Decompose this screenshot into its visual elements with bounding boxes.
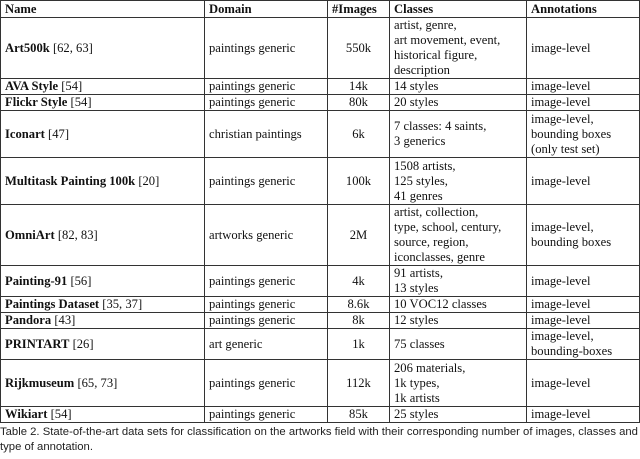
dataset-name: AVA Style — [5, 79, 59, 93]
table-row — [1, 297, 640, 313]
cell-domain: art generic — [205, 329, 328, 360]
cell-classes: 12 styles — [390, 313, 527, 329]
cell-domain: paintings generic — [205, 79, 328, 95]
cell-images: 550k — [328, 18, 390, 79]
cell-images: 80k — [328, 95, 390, 111]
cell-classes: 7 classes: 4 saints, 3 generics — [390, 111, 527, 158]
dataset-reference: [54] — [70, 95, 92, 109]
dataset-name: Wikiart — [5, 407, 48, 421]
table-row — [1, 360, 640, 407]
cell-classes: 91 artists, 13 styles — [390, 266, 527, 297]
cell-annotations: image-level — [527, 407, 640, 423]
cell-annotations: image-level — [527, 297, 640, 313]
cell-annotations: image-level, bounding boxes — [527, 205, 640, 266]
dataset-name: Paintings Dataset — [5, 297, 100, 311]
header-annotations: Annotations — [527, 1, 640, 18]
cell-annotations: image-level, bounding boxes (only test set) — [527, 111, 640, 158]
cell-classes: 10 VOC12 classes — [390, 297, 527, 313]
cell-images: 100k — [328, 158, 390, 205]
cell-name — [1, 111, 205, 158]
cell-name — [1, 18, 205, 79]
header-classes: Classes — [390, 1, 527, 18]
dataset-reference: [35, 37] — [102, 297, 143, 311]
dataset-reference: [43] — [54, 313, 76, 327]
cell-name — [1, 329, 205, 360]
dataset-name: Multitask Painting 100k — [5, 173, 136, 188]
cell-classes: 206 materials, 1k types, 1k artists — [390, 360, 527, 407]
dataset-name: Flickr Style — [5, 95, 68, 109]
cell-name — [1, 297, 205, 313]
table-row — [1, 407, 640, 423]
cell-classes: artist, collection, type, school, century, source, region, iconclasses, genre — [390, 205, 527, 266]
cell-domain: paintings generic — [205, 313, 328, 329]
table-row — [1, 205, 640, 266]
cell-annotations: image-level — [527, 360, 640, 407]
cell-name — [1, 313, 205, 329]
cell-annotations: image-level, bounding-boxes — [527, 329, 640, 360]
header-domain: Domain — [205, 1, 328, 18]
cell-name — [1, 360, 205, 407]
cell-annotations: image-level — [527, 95, 640, 111]
cell-images: 4k — [328, 266, 390, 297]
cell-domain: paintings generic — [205, 266, 328, 297]
table-row — [1, 95, 640, 111]
cell-domain: paintings generic — [205, 360, 328, 407]
table-row — [1, 313, 640, 329]
cell-classes: 1508 artists, 125 styles, 41 genres — [390, 158, 527, 205]
cell-images: 14k — [328, 79, 390, 95]
cell-name — [1, 158, 205, 205]
dataset-name: Pandora — [5, 313, 52, 327]
table-row — [1, 79, 640, 95]
header-images: #Images — [328, 1, 390, 18]
table-row — [1, 111, 640, 158]
table-row — [1, 158, 640, 205]
dataset-name: Art500k — [5, 40, 50, 55]
cell-name — [1, 407, 205, 423]
cell-images: 1k — [328, 329, 390, 360]
cell-domain: artworks generic — [205, 205, 328, 266]
dataset-name: PRINTART — [5, 336, 70, 351]
dataset-reference: [56] — [70, 273, 92, 288]
dataset-reference: [54] — [61, 79, 83, 93]
dataset-reference: [47] — [48, 126, 70, 141]
cell-domain: paintings generic — [205, 158, 328, 205]
cell-annotations: image-level — [527, 79, 640, 95]
cell-classes: 20 styles — [390, 95, 527, 111]
dataset-name: Iconart — [5, 126, 45, 141]
cell-domain: paintings generic — [205, 297, 328, 313]
cell-classes: 75 classes — [390, 329, 527, 360]
cell-domain: paintings generic — [205, 95, 328, 111]
table-caption: Table 2. State-of-the-art data sets for classification on the artworks field with their corresponding number of images, classes and type of annotation. — [0, 426, 638, 453]
dataset-name: OmniArt — [5, 227, 55, 242]
cell-name — [1, 79, 205, 95]
dataset-reference: [54] — [50, 407, 72, 421]
cell-name — [1, 266, 205, 297]
table-row — [1, 266, 640, 297]
table-header-row — [1, 1, 640, 18]
dataset-reference: [65, 73] — [77, 375, 118, 390]
cell-images: 8.6k — [328, 297, 390, 313]
cell-annotations: image-level — [527, 18, 640, 79]
table-row — [1, 329, 640, 360]
cell-domain: paintings generic — [205, 407, 328, 423]
dataset-reference: [20] — [138, 173, 160, 188]
cell-images: 8k — [328, 313, 390, 329]
dataset-name: Rijkmuseum — [5, 375, 75, 390]
header-name: Name — [1, 1, 205, 18]
cell-name — [1, 205, 205, 266]
cell-images: 112k — [328, 360, 390, 407]
cell-name — [1, 95, 205, 111]
dataset-name: Painting-91 — [5, 273, 68, 288]
table-row — [1, 18, 640, 79]
cell-classes: 25 styles — [390, 407, 527, 423]
cell-images: 2M — [328, 205, 390, 266]
dataset-reference: [82, 83] — [57, 227, 98, 242]
dataset-reference: [26] — [72, 336, 94, 351]
cell-annotations: image-level — [527, 158, 640, 205]
cell-annotations: image-level — [527, 266, 640, 297]
cell-annotations: image-level — [527, 313, 640, 329]
cell-classes: 14 styles — [390, 79, 527, 95]
cell-images: 85k — [328, 407, 390, 423]
cell-classes: artist, genre, art movement, event, historical figure, description — [390, 18, 527, 79]
cell-domain: christian paintings — [205, 111, 328, 158]
cell-domain: paintings generic — [205, 18, 328, 79]
cell-images: 6k — [328, 111, 390, 158]
dataset-reference: [62, 63] — [52, 40, 93, 55]
